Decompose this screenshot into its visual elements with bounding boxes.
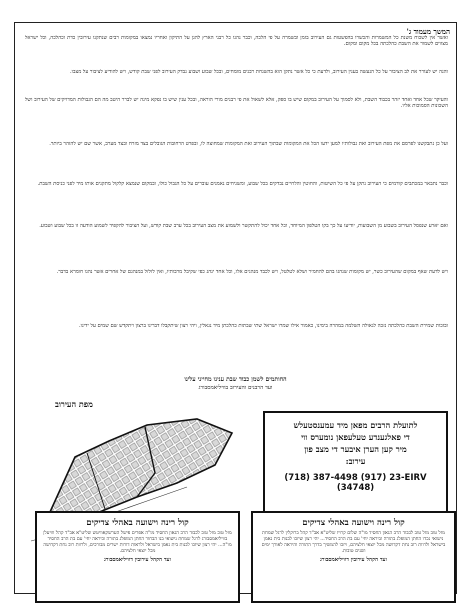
hotline-text: מיר קען הערן איבער די מצב פון: [304, 444, 407, 454]
newsletter-page: [14, 22, 457, 594]
paragraph: ובזכות שמירת השבת כהלכתה נזכה לגאולה השלמה במהרה בימינו, כאמור אילו שמרו ישראל שתי שבתות כהלכתן מיד נגאלין, ויהי רצון שיתקבלו דברינו ברצון ויתקדש שם שמים על ידינו.: [79, 323, 448, 329]
continued-header: המשך מעמוד ג': [406, 27, 450, 36]
notice-signature: ועד הקהל עירובין דוויליאמסבורג: [320, 556, 387, 563]
signatures-line: החותמים לשמן כבוד שבת ענינו מחייני עלינו: [184, 376, 287, 383]
paragraph: ואם יארע שנפסל העירוב בשבוע מן השבועות, יודיעו על כך בקו הטלפון המיוחד, וכל אחד יכול להתקשר ולשמוע את מצב העירוב בכל ערב שבת קודש, ועל הציבור להקפיד לשמוע הודעה זו בכל שבוע ושבוע.: [39, 223, 448, 229]
hotline-code: (34748): [336, 483, 375, 493]
paragraph: והנה יש לעורר את לב הציבור על כל הנעשה בענין העירוב, ולדעת כי כל אשר נתקן הוא בהשגחת רבנים מומחים, ובכל שבוע ושבוע נבדק העירוב לפני שבת קודש, ויש להודיע לציבור על מצבו.: [70, 69, 448, 75]
notice-signature: ועד הקהל עירובין דוויליאמסבורג: [104, 556, 171, 563]
signatures-org: ועד הרבנים והעירוב בוויליאמסבורג: [198, 385, 273, 391]
notice-title: קול רינה וישועה באהלי צדיקים: [302, 518, 405, 528]
notice-body: מזל טוב מזל טוב לכבוד הרב הגאון החסיד מו"ה שלום קרויז שליט"א אב"ד קהל ברוקלין לרגל שמחת נישואי נכדו החתן המופלג בתורה וביראה יחי' עם בת הרב החסיד... יהי רצון שיזכו לבנות בית נאמן בישראל ולרוות רוב נחת דקדושה מכל יוצאי חלציהם, ויזכו להמשיך בדרך התורה והיראה לאורך ימים ושנים טובות.: [261, 531, 446, 554]
paragraph: וכבר נתבאר במכתבים קודמים כי העירוב נתקן על פי כל השיטות, והחוטין והלחיים נבדקים בכל שבוע, ומשגיחים נאמנים עוברים על כל הגבול כולו, ובמקום שנמצא קלקול מתקנים אותו מיד לפני כניסת השבת.: [37, 181, 448, 187]
hotline-phone: (718) 387-4498 (917) 23-EIRV: [284, 473, 427, 483]
hotline-text: די פאלגענדע טעלעפאן נומערס ווי: [301, 432, 410, 442]
mazel-tov-notice-right: [251, 511, 456, 603]
notice-body: מזל טוב מזל טוב לכבוד הרב הגאון החסיד מו"ה אפרים פישל הערשקאוויטש שליט"א אב"ד קהל ווויעלן בוויליאמסבורג לרגל שמחת נישואי בנו הבחור החתן המופלג בתורה וביראה יחי' עם בת הרב החסיד מו"ה... יהי רצון שיזכו לבנות בית נאמן בישראל ולראות דורות ישרים מבורכים, ולרוות רוב נחת דקדושה מכל יוצאי חלציהם.: [43, 531, 232, 554]
map-title: מפת העירוב: [55, 399, 93, 409]
paragraph: ויש לדעת שאף במקום שהעירוב כשר, יש מקומות שנהגו בהם להחמיר ושלא לטלטל, ויש לכבד מנהגים אלו, וכל אחד ינהג כפי שקיבל מרבותיו, ואין לזלזל במנהגם של אחרים אשר נהגו חומרא בדבר.: [56, 269, 448, 275]
paragraph: ואשר אין לשכוח משנת כל המשמרות והכשרו בהפשטות גם העירוב בזמן ובשמרה על פי הלכה, וכבר נהגו כל רבני הארץ להגן על התיקון ואחריו נמצאו במקומות רבים שנתקנו עירובין כדת וכהלכה, וכל ישראל מצווים לשמור את השבת כהלכתה בכל מקום ומקום.: [25, 35, 448, 48]
paragraph: ועל כן נתבקשנו לפרסם את מפת העירוב ואת גבולותיו למען ידעו הכל את המקומות שבתוך העירוב ואת המקומות שמחוצה לו, ובפרט הרחובות הגובלים בצד מזרח ובצד מערב, אשר שם יש להזהר ביותר.: [49, 141, 448, 147]
hotline-text: עירוב:: [345, 456, 366, 466]
paragraph: והעיקר שכל אחד ואחד יזהר בכבוד השבת, ולא לסמוך על העירוב במקום שיש בו ספק, אלא לשאול את פי רבנים מורי הוראה, ובכל ענין שיש בו נפקא מינה יש לברר היטב מה הם הגבולות המדויקים של העירוב ושל השכונות הסמוכות אליו.: [25, 97, 448, 110]
notice-title: קול רינה וישועה באהלי צדיקים: [86, 518, 189, 528]
mazel-tov-notice-left: [35, 511, 240, 603]
hotline-text: לתועלת הרבים מפאן מיד עמענסטעלש: [293, 420, 418, 430]
